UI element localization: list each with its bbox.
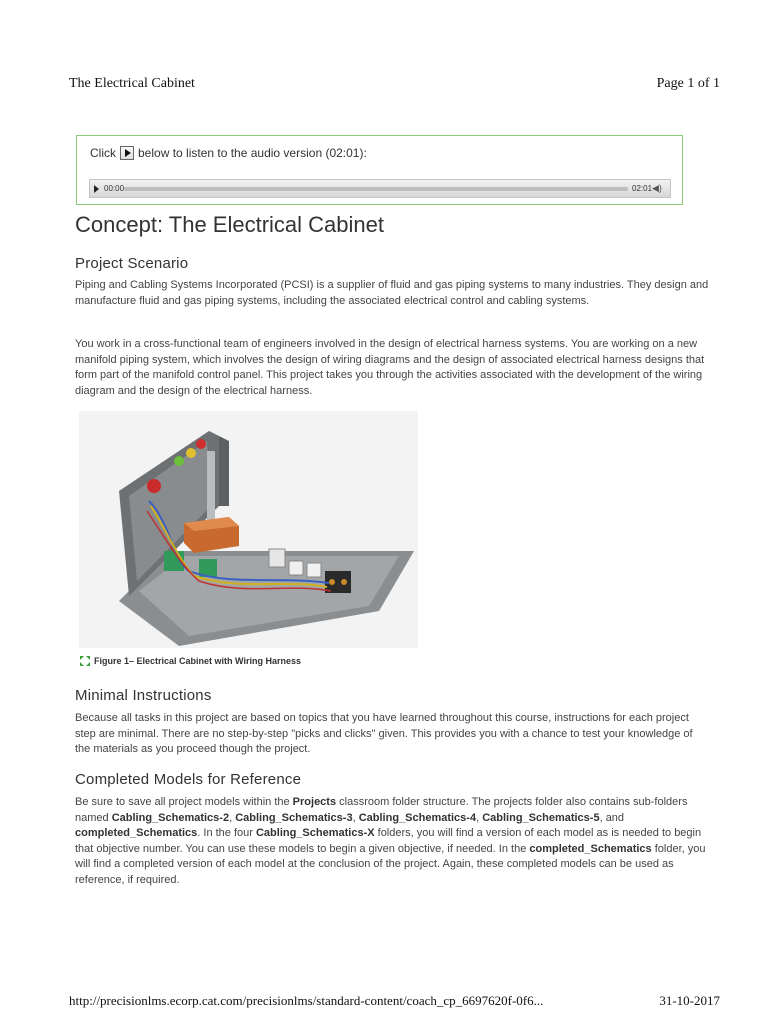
- print-date: 31-10-2017: [659, 993, 720, 1008]
- cabinet-illustration: [79, 411, 418, 648]
- paragraph-completed-models: Be sure to save all project models within the Projects classroom folder structure. The projects folder also contains sub-folders named Cabling_Schematics-2, Cabling_Schematics-3, Cabling_Schematics-4, Cabling_Schematics-5, and completed_Schematics. In the four Cabling_Schematics-X folders, you will find a version of each model as is needed to begin that objective number. You can use these models to begin a given objective, if needed. In the completed_Schematics folder, you will find a completed version of each model at the conclusion of the project. Again, these completed models can be used as reference, if required.: [75, 796, 706, 886]
- page-title: Concept: The Electrical Cabinet: [75, 212, 384, 237]
- audio-instruction: [90, 146, 367, 160]
- caption-text: – Electrical Cabinet with Wiring Harness: [129, 656, 301, 666]
- figure-electrical-cabinet: [79, 411, 418, 648]
- current-time: 00:00: [104, 184, 125, 193]
- paragraph: Because all tasks in this project are based on topics that you have learned throughout this course, instructions for each project step are minimal. There are no step-by-step "picks and clicks" given. This provides you with a chance to test your knowledge of the materials as you proceed though the project.: [75, 712, 693, 755]
- section-heading-project-scenario: Project Scenario: [75, 255, 189, 272]
- caption-label: Figure 1: [94, 656, 130, 666]
- section-heading-minimal-instructions: Minimal Instructions: [75, 687, 212, 704]
- paragraph: You work in a cross-functional team of engineers involved in the design of electrical harness systems. You are working on a new manifold piping system, which involves the design of wiring diagrams and the design of associated electrical harness designs that form part of the manifold control panel. This project takes you through the activities associated with the development of the wiring diagram and the design of the electrical harness.: [75, 338, 705, 397]
- paragraph: Piping and Cabling Systems Incorporated (PCSI) is a supplier of fluid and gas piping systems to many industries. They design and manufacture fluid and gas piping systems, including the associated electrical control and cabling systems.: [75, 279, 709, 307]
- duration: 02:01: [632, 184, 653, 193]
- volume-icon[interactable]: ◀): [652, 183, 662, 193]
- audio-text-before: Click: [90, 146, 116, 160]
- audio-player: [89, 179, 671, 198]
- audio-text-after: below to listen to the audio version (02:01):: [138, 146, 367, 160]
- play-icon[interactable]: [120, 146, 134, 160]
- document-title: The Electrical Cabinet: [69, 76, 195, 91]
- page-url: http://precisionlms.ecorp.cat.com/precisionlms/standard-content/coach_cp_6697620f-0f6...: [69, 993, 544, 1008]
- page-number: Page 1 of 1: [656, 76, 720, 91]
- expand-icon[interactable]: [79, 655, 91, 667]
- audio-panel: [76, 135, 683, 205]
- player-play-icon[interactable]: [94, 185, 99, 193]
- section-heading-completed-models: Completed Models for Reference: [75, 771, 302, 788]
- figure-caption: [79, 655, 301, 667]
- progress-track[interactable]: [124, 187, 628, 191]
